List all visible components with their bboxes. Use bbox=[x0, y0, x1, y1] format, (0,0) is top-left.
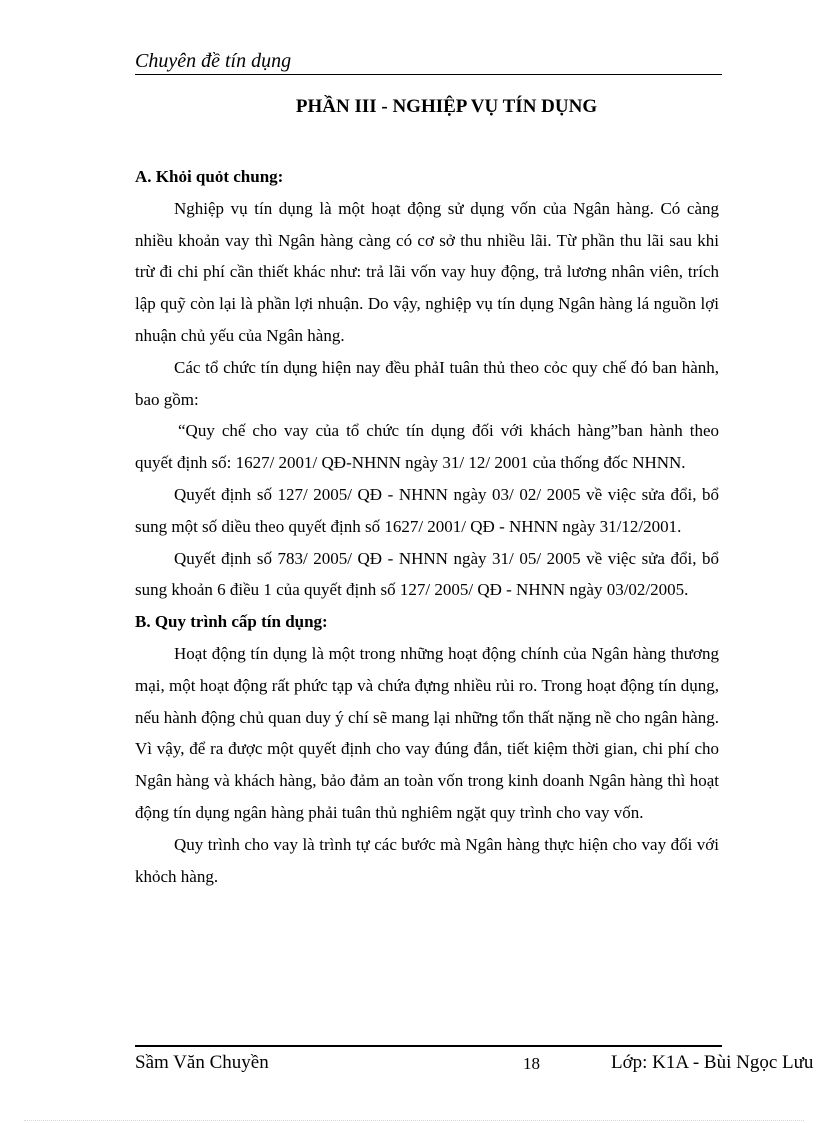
section-a-paragraph-4: Quyết định số 127/ 2005/ QĐ - NHNN ngày 03/ 02/ 2005 về việc sửa đổi, bổ sung một số diều theo quyết định số 1627/ 2001/ QĐ - NHNN ngày 31/12/2001. bbox=[135, 484, 719, 536]
section-a-paragraph-3: “Quy chế cho vay của tổ chức tín dụng đối với khách hàng”ban hành theo quyết định số: 1627/ 2001/ QĐ-NHNN ngày 31/ 12/ 2001 của thống đốc NHNN. bbox=[135, 421, 719, 473]
footer-class-info: Lớp: K1A - Bùi Ngọc Lưu bbox=[611, 1052, 814, 1073]
section-b-heading: B. Quy trình cấp tín dụng: bbox=[135, 612, 328, 632]
section-b-paragraph-2: Quy trình cho vay là trình tự các bước mà Ngân hàng thực hiện cho vay đối với khỏch hàng. bbox=[135, 834, 719, 886]
footer-author: Sầm Văn Chuyền bbox=[135, 1052, 269, 1073]
section-b-paragraph-1: Hoạt động tín dụng là một trong những hoạt động chính của Ngân hàng thương mại, một hoạt động rất phức tạp và chứa đựng nhiều rủi ro. Trong hoạt động tín dụng, nếu hành động chủ quan duy ý chí sẽ mang lại những tổn thất nặng nề cho ngân hàng. Vì vậy, để ra được một quyết định cho vay đúng đắn, tiết kiệm thời gian, chi phí cho Ngân hàng và khách hàng, bảo đảm an toàn vốn trong kinh doanh Ngân hàng thì hoạt động tín dụng ngân hàng phải tuân thủ nghiêm ngặt quy trình cho vay vốn. bbox=[135, 643, 719, 822]
page-edge-divider bbox=[24, 1120, 804, 1121]
running-header: Chuyên đề tín dụng bbox=[135, 50, 292, 72]
section-a-paragraph-1: Nghiệp vụ tín dụng là một hoạt động sử dụng vốn của Ngân hàng. Có càng nhiều khoản vay thì Ngân hàng càng có cơ sở thu nhiều lãi. Từ phần thu lãi sau khi trừ đi chi phí cần thiết khác như: trả lãi vốn vay huy động, trả lương nhân viên, trích lập quỹ còn lại là phần lợi nhuận. Do vậy, nghiệp vụ tín dụng Ngân hàng lá nguồn lợi nhuận chủ yếu của Ngân hàng. bbox=[135, 198, 719, 345]
header-divider bbox=[135, 74, 722, 75]
footer-divider bbox=[135, 1045, 722, 1047]
section-a-paragraph-5: Quyết định số 783/ 2005/ QĐ - NHNN ngày 31/ 05/ 2005 về việc sửa đổi, bổ sung khoản 6 điều 1 của quyết định số 127/ 2005/ QĐ - NHNN ngày 03/02/2005. bbox=[135, 548, 719, 600]
section-a-heading: A. Khỏi quỏt chung: bbox=[135, 167, 284, 186]
part-title: PHẦN III - NGHIỆP VỤ TÍN DỤNG bbox=[295, 96, 598, 117]
section-a-paragraph-2: Các tổ chức tín dụng hiện nay đều phảI tuân thủ theo cỏc quy chế đó ban hành, bao gồm: bbox=[135, 357, 719, 409]
document-body bbox=[135, 161, 719, 892]
page-number: 18 bbox=[523, 1054, 540, 1073]
